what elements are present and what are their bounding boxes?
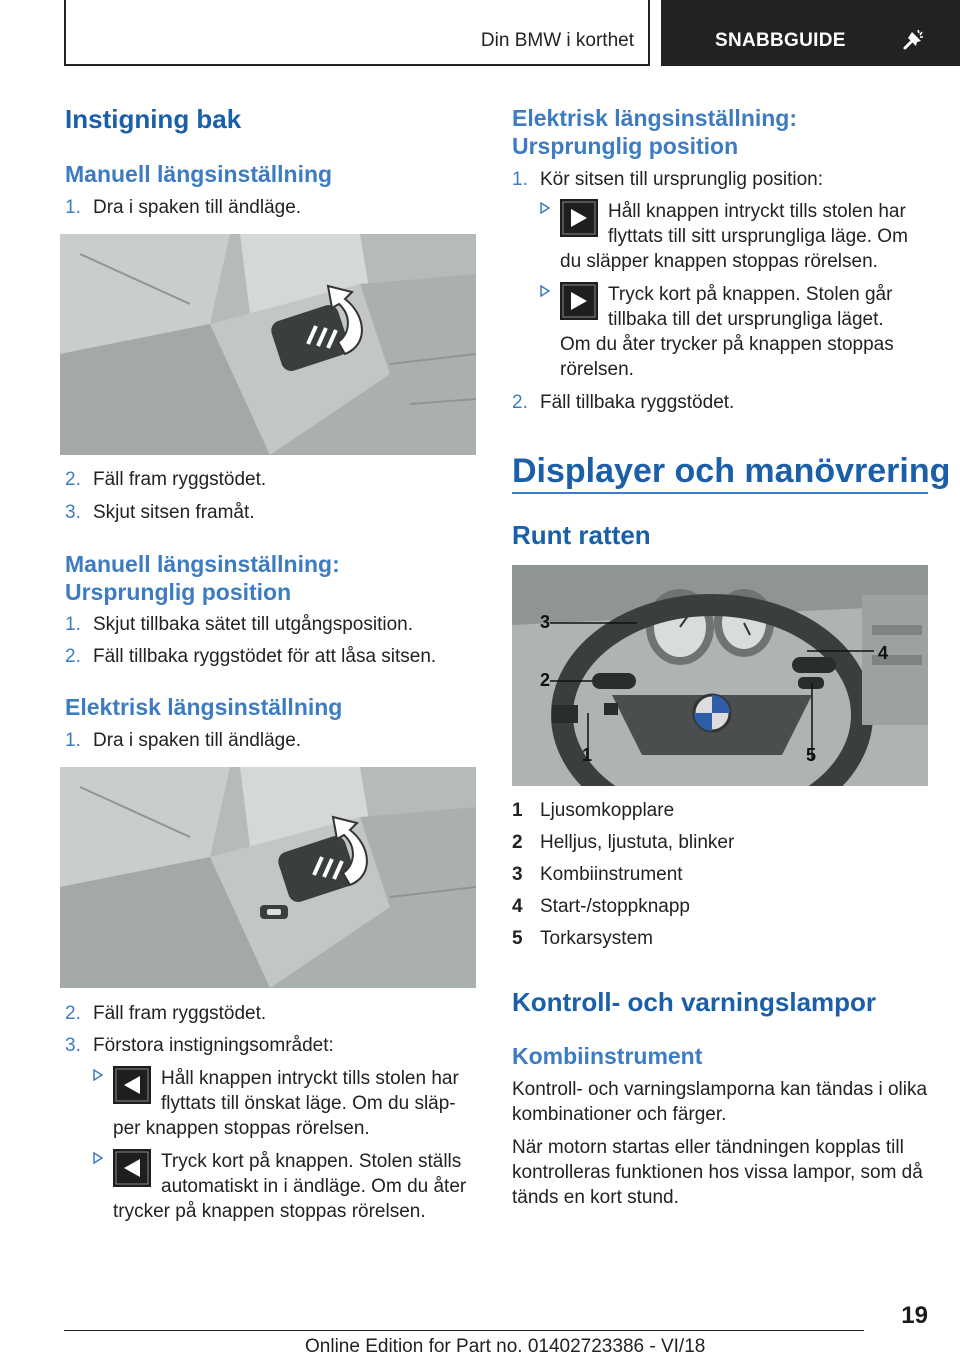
substep-text: Håll knappen intryckt tills stolen har: [161, 1068, 459, 1089]
step-number: 1.: [65, 614, 81, 635]
paragraph-line: kontrolleras funktionen hos vissa lampor, som då: [512, 1162, 923, 1183]
legend-key: 4: [512, 896, 523, 917]
heading-elektrisk-ursprunglig: [512, 104, 797, 160]
heading-line: Elektrisk längsinställning:: [512, 105, 798, 131]
steering-wheel-image: [512, 565, 928, 786]
legend-text: Torkarsystem: [540, 928, 653, 949]
callout-label: 3: [540, 612, 551, 632]
step-text: Fäll tillbaka ryggstödet.: [540, 392, 735, 413]
heading-kombiinstrument: Kombiinstrument: [512, 1043, 703, 1069]
quick-guide-tab[interactable]: [661, 0, 960, 66]
pointer-hand-icon: [899, 26, 927, 54]
heading-manuell: Manuell längsinställning: [65, 161, 333, 187]
step-text: Dra i spaken till ändläge.: [93, 730, 302, 751]
heading-line: Manuell längsinställning:: [65, 551, 340, 577]
header-title: Din BMW i korthet: [480, 30, 634, 51]
seat-forward-button-icon: [560, 199, 598, 237]
step-number: 2.: [65, 469, 81, 490]
legend-text: Kombiinstrument: [540, 864, 683, 885]
callout-label: 5: [806, 745, 817, 765]
step-number: 3.: [65, 1035, 81, 1056]
heading-elektrisk: Elektrisk längsinställning: [65, 694, 343, 720]
triangle-bullet-icon: [540, 285, 550, 297]
heading-line: Ursprunglig position: [512, 133, 739, 159]
substep-text: flyttats till önskat läge. Om du släp-: [161, 1093, 456, 1114]
step-number: 2.: [65, 646, 81, 667]
footer-rule: [64, 1330, 864, 1331]
heading-kontroll: Kontroll- och varningslampor: [512, 987, 877, 1017]
legend-key: 1: [512, 800, 523, 821]
substep-text: automatiskt in i ändläge. Om du åter: [161, 1176, 467, 1197]
substep-text: trycker på knappen stoppas rörelsen.: [113, 1201, 426, 1222]
substep-text: flyttats till sitt ursprungliga läge. Om: [608, 226, 908, 247]
paragraph-line: Kontroll- och varningslamporna kan tändas i olika: [512, 1079, 928, 1100]
heading-manuell-ursprunglig: [65, 550, 340, 606]
step-number: 2.: [65, 1003, 81, 1024]
main-title-displayer: Displayer och manövrering: [512, 452, 951, 490]
paragraph-line: kombinationer och färger.: [512, 1104, 727, 1125]
heading-line: Ursprunglig position: [65, 579, 292, 605]
substep-text: Håll knappen intryckt tills stolen har: [608, 201, 906, 222]
step-text: Dra i spaken till ändläge.: [93, 197, 302, 218]
substep-text: tillbaka till det ursprungliga läget.: [608, 309, 884, 330]
quick-guide-tab-label: SNABBGUIDE: [715, 30, 846, 51]
step-number: 3.: [65, 502, 81, 523]
edition-footer: Online Edition for Part no. 01402723386 - VI/18: [305, 1336, 706, 1357]
legend-key: 2: [512, 832, 523, 853]
page-number: 19: [901, 1302, 928, 1329]
step-text: Fäll fram ryggstödet.: [93, 1003, 267, 1024]
step-text: Fäll fram ryggstödet.: [93, 469, 267, 490]
substep-text: Om du åter trycker på knappen stoppas: [560, 334, 894, 355]
substep-text: Tryck kort på knappen. Stolen ställs: [161, 1151, 462, 1172]
triangle-bullet-icon: [540, 202, 550, 214]
step-text: Förstora instigningsområdet:: [93, 1035, 334, 1056]
callout-label: 1: [582, 745, 593, 765]
legend-key: 5: [512, 928, 523, 949]
heading-runt-ratten: Runt ratten: [512, 520, 651, 550]
seat-backward-button-icon: [113, 1066, 151, 1104]
paragraph-line: tänds en kort stund.: [512, 1187, 679, 1208]
step-text: Kör sitsen till ursprunglig position:: [540, 169, 824, 190]
section-title-instigning: Instigning bak: [65, 104, 242, 134]
paragraph-line: När motorn startas eller tändningen kopplas till: [512, 1137, 904, 1158]
triangle-bullet-icon: [93, 1152, 103, 1164]
seat-electric-image: [60, 767, 476, 988]
seat-backward-button-icon: [113, 1149, 151, 1187]
substep-text: du släpper knappen stoppas rörelsen.: [560, 251, 878, 272]
callout-label: 4: [878, 643, 889, 663]
triangle-bullet-icon: [93, 1069, 103, 1081]
step-text: Fäll tillbaka ryggstödet för att låsa sitsen.: [93, 646, 437, 667]
step-text: Skjut tillbaka sätet till utgångsposition.: [93, 614, 414, 635]
step-number: 1.: [65, 730, 81, 751]
seat-lever-image: [60, 234, 476, 455]
step-number: 2.: [512, 392, 528, 413]
seat-forward-button-icon: [560, 282, 598, 320]
paragraph: [512, 1077, 927, 1127]
substep-text: rörelsen.: [560, 359, 634, 380]
header-box: [64, 0, 650, 66]
step-number: 1.: [512, 169, 528, 190]
legend-key: 3: [512, 864, 523, 885]
paragraph: [512, 1135, 923, 1210]
legend-text: Ljusomkopplare: [540, 800, 675, 821]
substep-text: Tryck kort på knappen. Stolen går: [608, 284, 893, 305]
legend-text: Start-/stoppknapp: [540, 896, 690, 917]
callout-label: 2: [540, 670, 551, 690]
legend-text: Helljus, ljustuta, blinker: [540, 832, 735, 853]
step-text: Skjut sitsen framåt.: [93, 502, 255, 523]
step-number: 1.: [65, 197, 81, 218]
title-rule: [512, 492, 928, 494]
substep-text: per knappen stoppas rörelsen.: [113, 1118, 370, 1139]
